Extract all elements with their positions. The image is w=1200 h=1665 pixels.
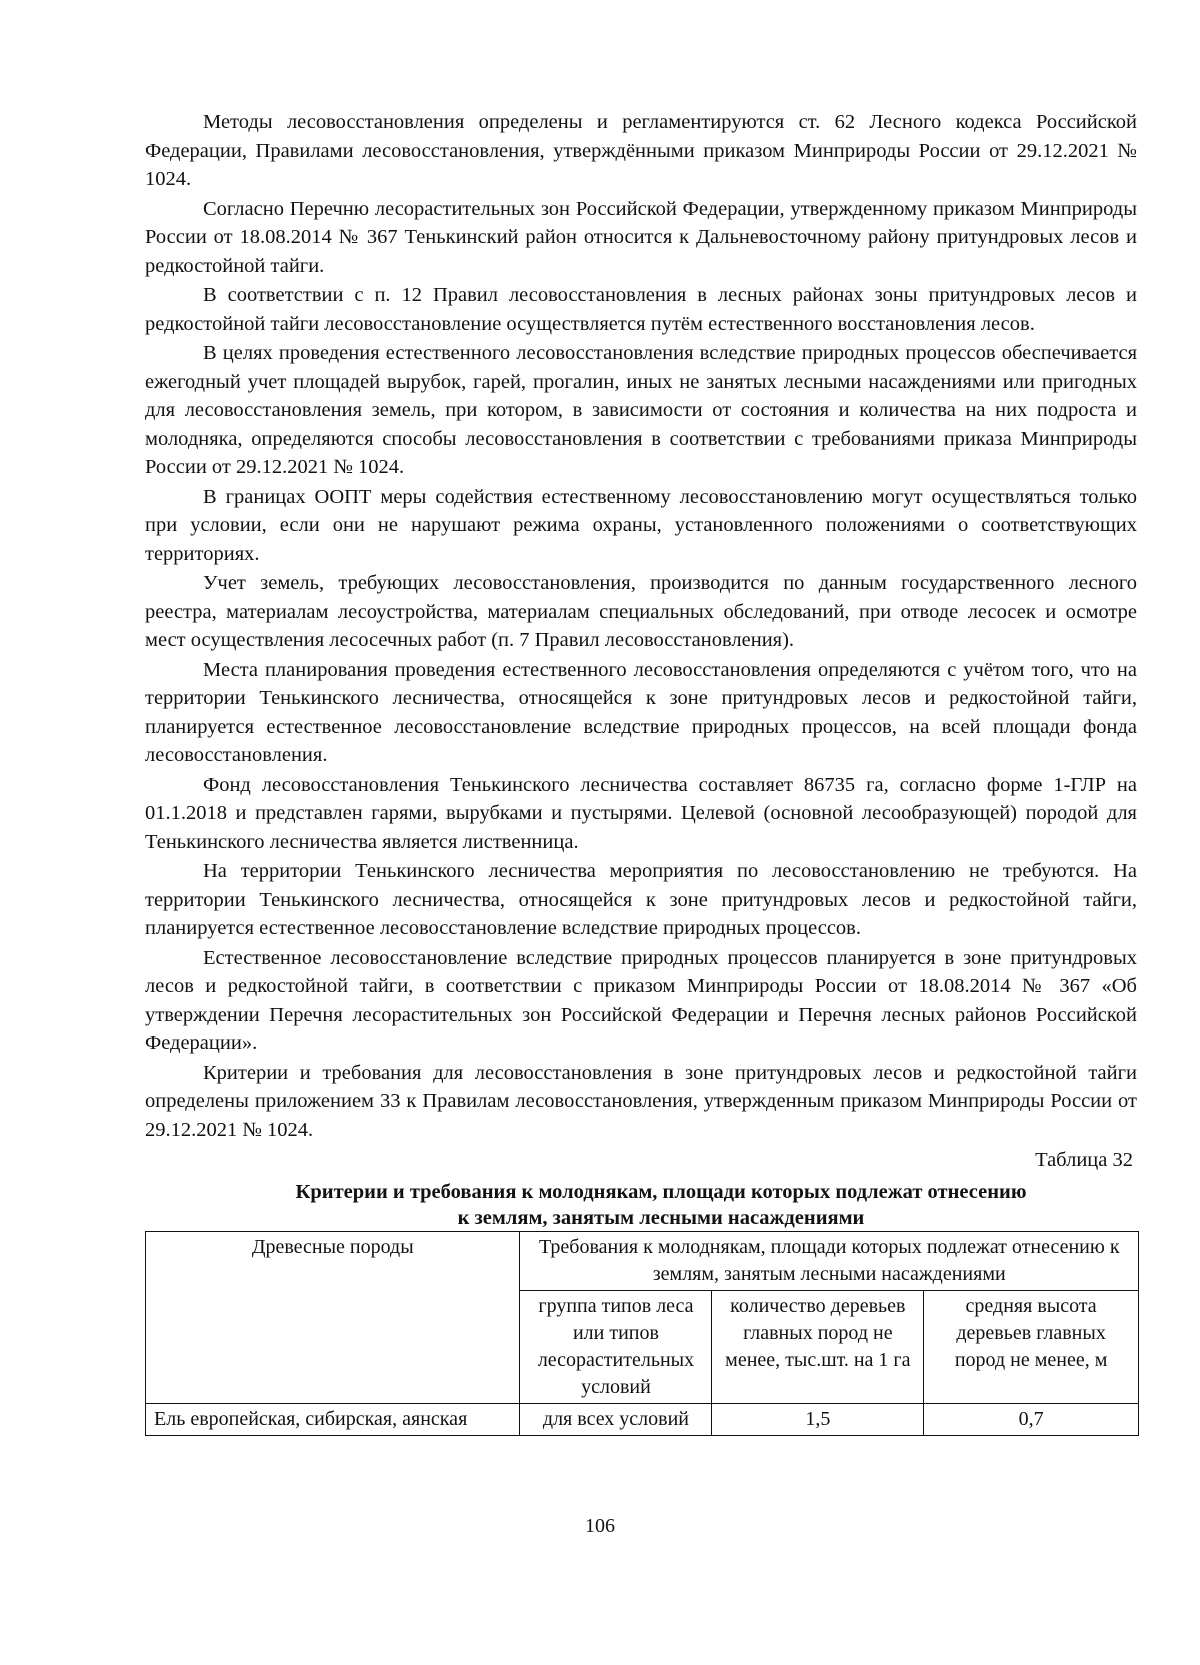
table-title-line-2: к землям, занятым лесными насаждениями [457,1206,865,1229]
page-number: 106 [585,1515,615,1537]
subheader-tree-count: количество деревьев главных пород не менее, тыс.шт. на 1 га [712,1290,924,1403]
paragraph: Критерии и требования для лесовосстановления в зоне притундровых лесов и редкостойной тайги определены приложением 33 к Правилам лесовосстановления, утвержденным приказом Минприроды России от 29.12.2021 № 1024. [145,1061,1137,1141]
header-requirements: Требования к молоднякам, площади которых подлежат отнесению к землям, занятым лесными насаждениями [520,1231,1139,1290]
cell-species: Ель европейская, сибирская, аянская [146,1403,520,1435]
table-title-line-1: Критерии и требования к молоднякам, площади которых подлежат отнесению [295,1180,1027,1203]
paragraph: В границах ООПТ меры содействия естественному лесовосстановлению могут осуществляться только при условии, если они не нарушают режима охраны, установленного положениями о соответствующих территориях. [145,485,1137,565]
criteria-table [145,1231,1139,1436]
table-number: Таблица 32 [1035,1149,1133,1171]
header-species: Древесные породы [146,1231,520,1403]
paragraph: В целях проведения естественного лесовосстановления вследствие природных процессов обеспечивается ежегодный учет площадей вырубок, гарей, прогалин, иных не занятых лесными насаждениями или пригодных для лесовосстановления земель, при котором, в зависимости от состояния и количества на них подроста и молодняка, определяются способы лесовосстановления в соответствии с требованиями приказа Минприроды России от 29.12.2021 № 1024. [145,342,1137,478]
paragraph: Фонд лесовосстановления Тенькинского лесничества составляет 86735 га, согласно форме 1-ГЛР на 01.1.2018 и представлен гарями, вырубками и пустырями. Целевой (основной лесообразующей) породой для Тенькинского лесничества является лиственница. [145,773,1137,853]
subheader-tree-height: средняя высота деревьев главных пород не менее, м [924,1290,1139,1403]
cell-tree-height: 0,7 [924,1403,1139,1435]
paragraph: На территории Тенькинского лесничества мероприятия по лесовосстановлению не требуются. На территории Тенькинского лесничества, относящейся к зоне притундровых лесов и редкостойной тайги, планируется естественное лесовосстановление вследствие природных процессов. [145,860,1137,939]
table-header-row [146,1231,1139,1290]
paragraph: Естественное лесовосстановление вследствие природных процессов планируется в зоне притундровых лесов и редкостойной тайги, в соответствии с приказом Минприроды России от 18.08.2014 № 367 «Об утверждении Перечня лесорастительных зон Российской Федерации и Перечня лесных районов Российской Федерации». [145,946,1137,1054]
paragraph: Согласно Перечню лесорастительных зон Российской Федерации, утвержденному приказом Минприроды России от 18.08.2014 № 367 Тенькинский район относится к Дальневосточному району притундровых лесов и редкостойной тайги. [145,197,1137,277]
cell-forest-type: для всех условий [520,1403,712,1435]
page-content [145,108,1137,1436]
paragraph: Методы лесовосстановления определены и регламентируются ст. 62 Лесного кодекса Российской Федерации, Правилами лесовосстановления, утверждёнными приказом Минприроды России от 29.12.2021 № 1024. [145,111,1137,190]
paragraph: Учет земель, требующих лесовосстановления, производится по данным государственного лесного реестра, материалам лесоустройства, материалам специальных обследований, при отводе лесосек и осмотре мест осуществления лесосечных работ (п. 7 Правил лесовосстановления). [145,572,1137,651]
table-row [146,1403,1139,1435]
subheader-forest-type: группа типов леса или типов лесорастительных условий [520,1290,712,1403]
paragraph: Места планирования проведения естественного лесовосстановления определяются с учётом того, что на территории Тенькинского лесничества, относящейся к зоне притундровых лесов и редкостойной тайги, планируется естественное лесовосстановление вследствие природных процессов, на всей площади фонда лесовосстановления. [145,658,1137,766]
table-title [185,1179,1137,1231]
paragraph: В соответствии с п. 12 Правил лесовосстановления в лесных районах зоны притундровых лесов и редкостойной тайги лесовосстановление осуществляется путём естественного восстановления лесов. [145,284,1137,335]
cell-tree-count: 1,5 [712,1403,924,1435]
